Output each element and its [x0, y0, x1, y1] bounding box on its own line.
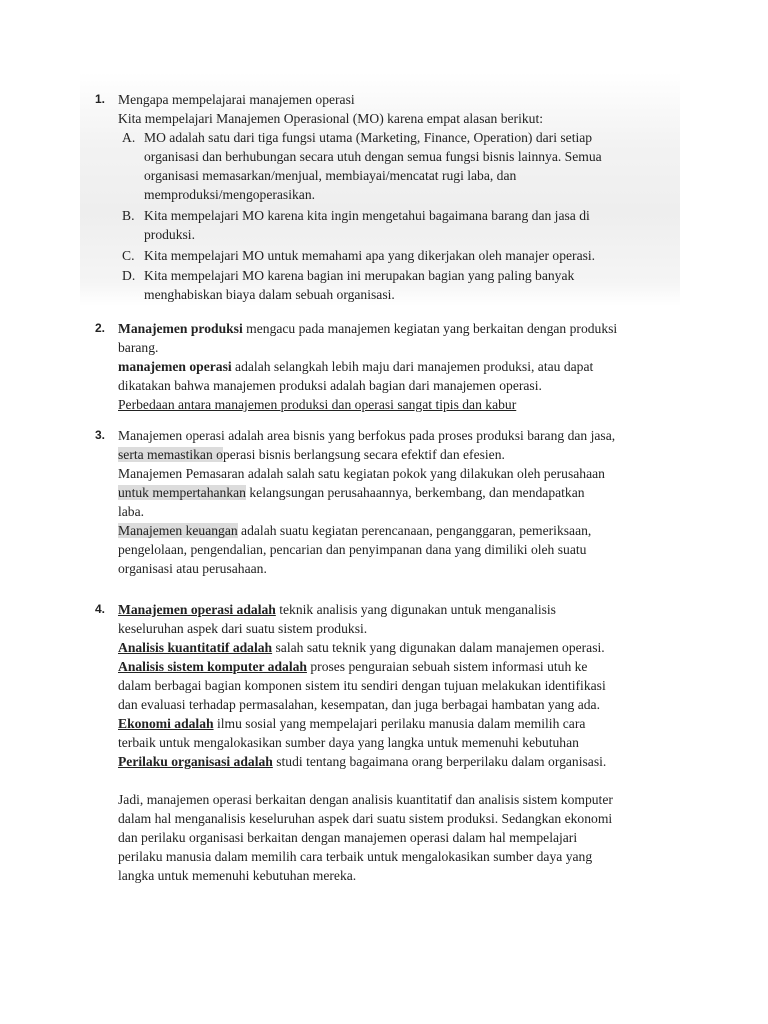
- item-text: MO adalah satu dari tiga fungsi utama (Marketing, Finance, Operation) dari setiap: [144, 130, 593, 145]
- item-text: Kita mempelajari MO untuk memahami apa yang dikerjakan oleh manajer operasi.: [144, 248, 596, 263]
- list-number: 4.: [95, 602, 106, 616]
- highlighted-text: untuk mempertahankan: [118, 485, 246, 500]
- item-text: Kita mempelajari MO karena bagian ini merupakan bagian yang paling banyak: [144, 268, 575, 283]
- paragraph-line: barang.: [118, 340, 159, 355]
- paragraph-line: dan evaluasi terhadap permasalahan, kesempatan, dan juga berbagai hambatan yang ada.: [118, 697, 600, 712]
- term-bold: Analisis sistem komputer adalah: [118, 659, 307, 674]
- highlighted-text: Manajemen keuangan: [118, 523, 238, 538]
- paragraph-line: Manajemen Pemasaran adalah salah satu kegiatan pokok yang dilakukan oleh perusahaan: [118, 466, 605, 481]
- paragraph-text: mengacu pada manajemen kegiatan yang berkaitan dengan produksi: [242, 321, 618, 336]
- paragraph-line: [118, 357, 685, 376]
- paragraph-line: pengelolaan, pengendalian, pencarian dan penyimpanan dana yang dimiliki oleh suatu: [118, 542, 587, 557]
- item-text: organisasi dan berhubungan secara utuh dengan semua fungsi bisnis lainnya. Semua: [144, 149, 602, 164]
- list-item-b: [118, 206, 685, 244]
- list-item-a: [118, 128, 685, 204]
- conclusion-line: dan perilaku organisasi berkaitan dengan manajemen operasi dalam hal mempelajari: [118, 830, 578, 845]
- list-item-c: [118, 246, 685, 265]
- paragraph-text: kelangsungan perusahaannya, berkembang, dan mendapatkan: [245, 485, 585, 500]
- term-bold: Analisis kuantitatif adalah: [118, 640, 273, 655]
- spacer: [118, 771, 685, 790]
- list-number: 2.: [95, 321, 106, 335]
- list-number: 3.: [95, 428, 106, 442]
- paragraph-line: [118, 638, 685, 657]
- paragraph-text: studi tentang bagaimana orang berperilaku dalam organisasi.: [272, 754, 607, 769]
- underlined-statement: Perbedaan antara manajemen produksi dan operasi sangat tipis dan kabur: [118, 397, 517, 412]
- paragraph-line: [118, 445, 685, 464]
- paragraph-text: proses penguraian sebuah sistem informasi utuh ke: [306, 659, 588, 674]
- conclusion-line: dalam hal menganalisis keseluruhan aspek dari suatu sistem produksi. Sedangkan ekonomi: [118, 811, 613, 826]
- paragraph-text: salah satu teknik yang digunakan dalam manajemen operasi.: [272, 640, 605, 655]
- conclusion-line: langka untuk memenuhi kebutuhan mereka.: [118, 868, 357, 883]
- term-bold: Perilaku organisasi adalah: [118, 754, 273, 769]
- paragraph-line: [118, 483, 685, 502]
- paragraph-line: [118, 600, 685, 619]
- paragraph-text: ilmu sosial yang mempelajari perilaku manusia dalam memilih cara: [213, 716, 586, 731]
- paragraph-line: laba.: [118, 504, 145, 519]
- term-bold: manajemen operasi: [118, 359, 232, 374]
- paragraph-line: [118, 521, 685, 540]
- list-number: 1.: [95, 92, 106, 106]
- paragraph-line: dikatakan bahwa manajemen produksi adalah bagian dari manajemen operasi.: [118, 378, 542, 393]
- item-letter: C.: [122, 248, 135, 263]
- paragraph-text: teknik analisis yang digunakan untuk menganalisis: [275, 602, 556, 617]
- intro-text: Kita mempelajari Manajemen Operasional (MO) karena empat alasan berikut:: [118, 111, 544, 126]
- paragraph-text: perasi bisnis berlangsung secara efektif dan efesien.: [222, 447, 505, 462]
- question-1: Mengapa mempelajarai manajemen operasi: [118, 92, 355, 107]
- item-letter: D.: [122, 268, 136, 283]
- item-text: organisasi memasarkan/menjual, membiayai/mencatat rugi laba, dan: [144, 168, 517, 183]
- paragraph-line: [118, 657, 685, 676]
- paragraph-line: [118, 714, 685, 733]
- section-2: [95, 319, 685, 414]
- term-bold: Ekonomi adalah: [118, 716, 214, 731]
- paragraph-line: keseluruhan aspek dari suatu sistem produksi.: [118, 621, 368, 636]
- section-3: [95, 426, 685, 578]
- item-text: produksi.: [144, 227, 195, 242]
- paragraph-line: dalam berbagai bagian komponen sistem itu sendiri dengan tujuan melakukan identifikasi: [118, 678, 606, 693]
- paragraph-text: adalah selangkah lebih maju dari manajemen produksi, atau dapat: [231, 359, 594, 374]
- section-4: [95, 600, 685, 885]
- paragraph-line: terbaik untuk mengalokasikan sumber daya yang langka untuk memenuhi kebutuhan: [118, 735, 579, 750]
- conclusion-line: perilaku manusia dalam memilih cara terbaik untuk mengalokasikan sumber daya yang: [118, 849, 593, 864]
- list-item-d: [118, 266, 685, 304]
- highlighted-text: serta memastikan o: [118, 447, 223, 462]
- item-text: memproduksi/mengoperasikan.: [144, 187, 316, 202]
- item-letter: A.: [122, 130, 136, 145]
- item-text: Kita mempelajari MO karena kita ingin mengetahui bagaimana barang dan jasa di: [144, 208, 590, 223]
- section-1: [95, 90, 685, 304]
- term-bold: Manajemen operasi adalah: [118, 602, 276, 617]
- term-bold: Manajemen produksi: [118, 321, 243, 336]
- paragraph-text: adalah suatu kegiatan perencanaan, penganggaran, pemeriksaan,: [237, 523, 592, 538]
- paragraph-line: [118, 752, 685, 771]
- conclusion-line: Jadi, manajemen operasi berkaitan dengan analisis kuantitatif dan analisis sistem komputer: [118, 792, 613, 807]
- item-letter: B.: [122, 208, 135, 223]
- paragraph-line: organisasi atau perusahaan.: [118, 561, 267, 576]
- paragraph-line: Manajemen operasi adalah area bisnis yang berfokus pada proses produksi barang dan jasa,: [118, 428, 616, 443]
- paragraph-line: [118, 319, 685, 338]
- item-text: menghabiskan biaya dalam sebuah organisasi.: [144, 287, 395, 302]
